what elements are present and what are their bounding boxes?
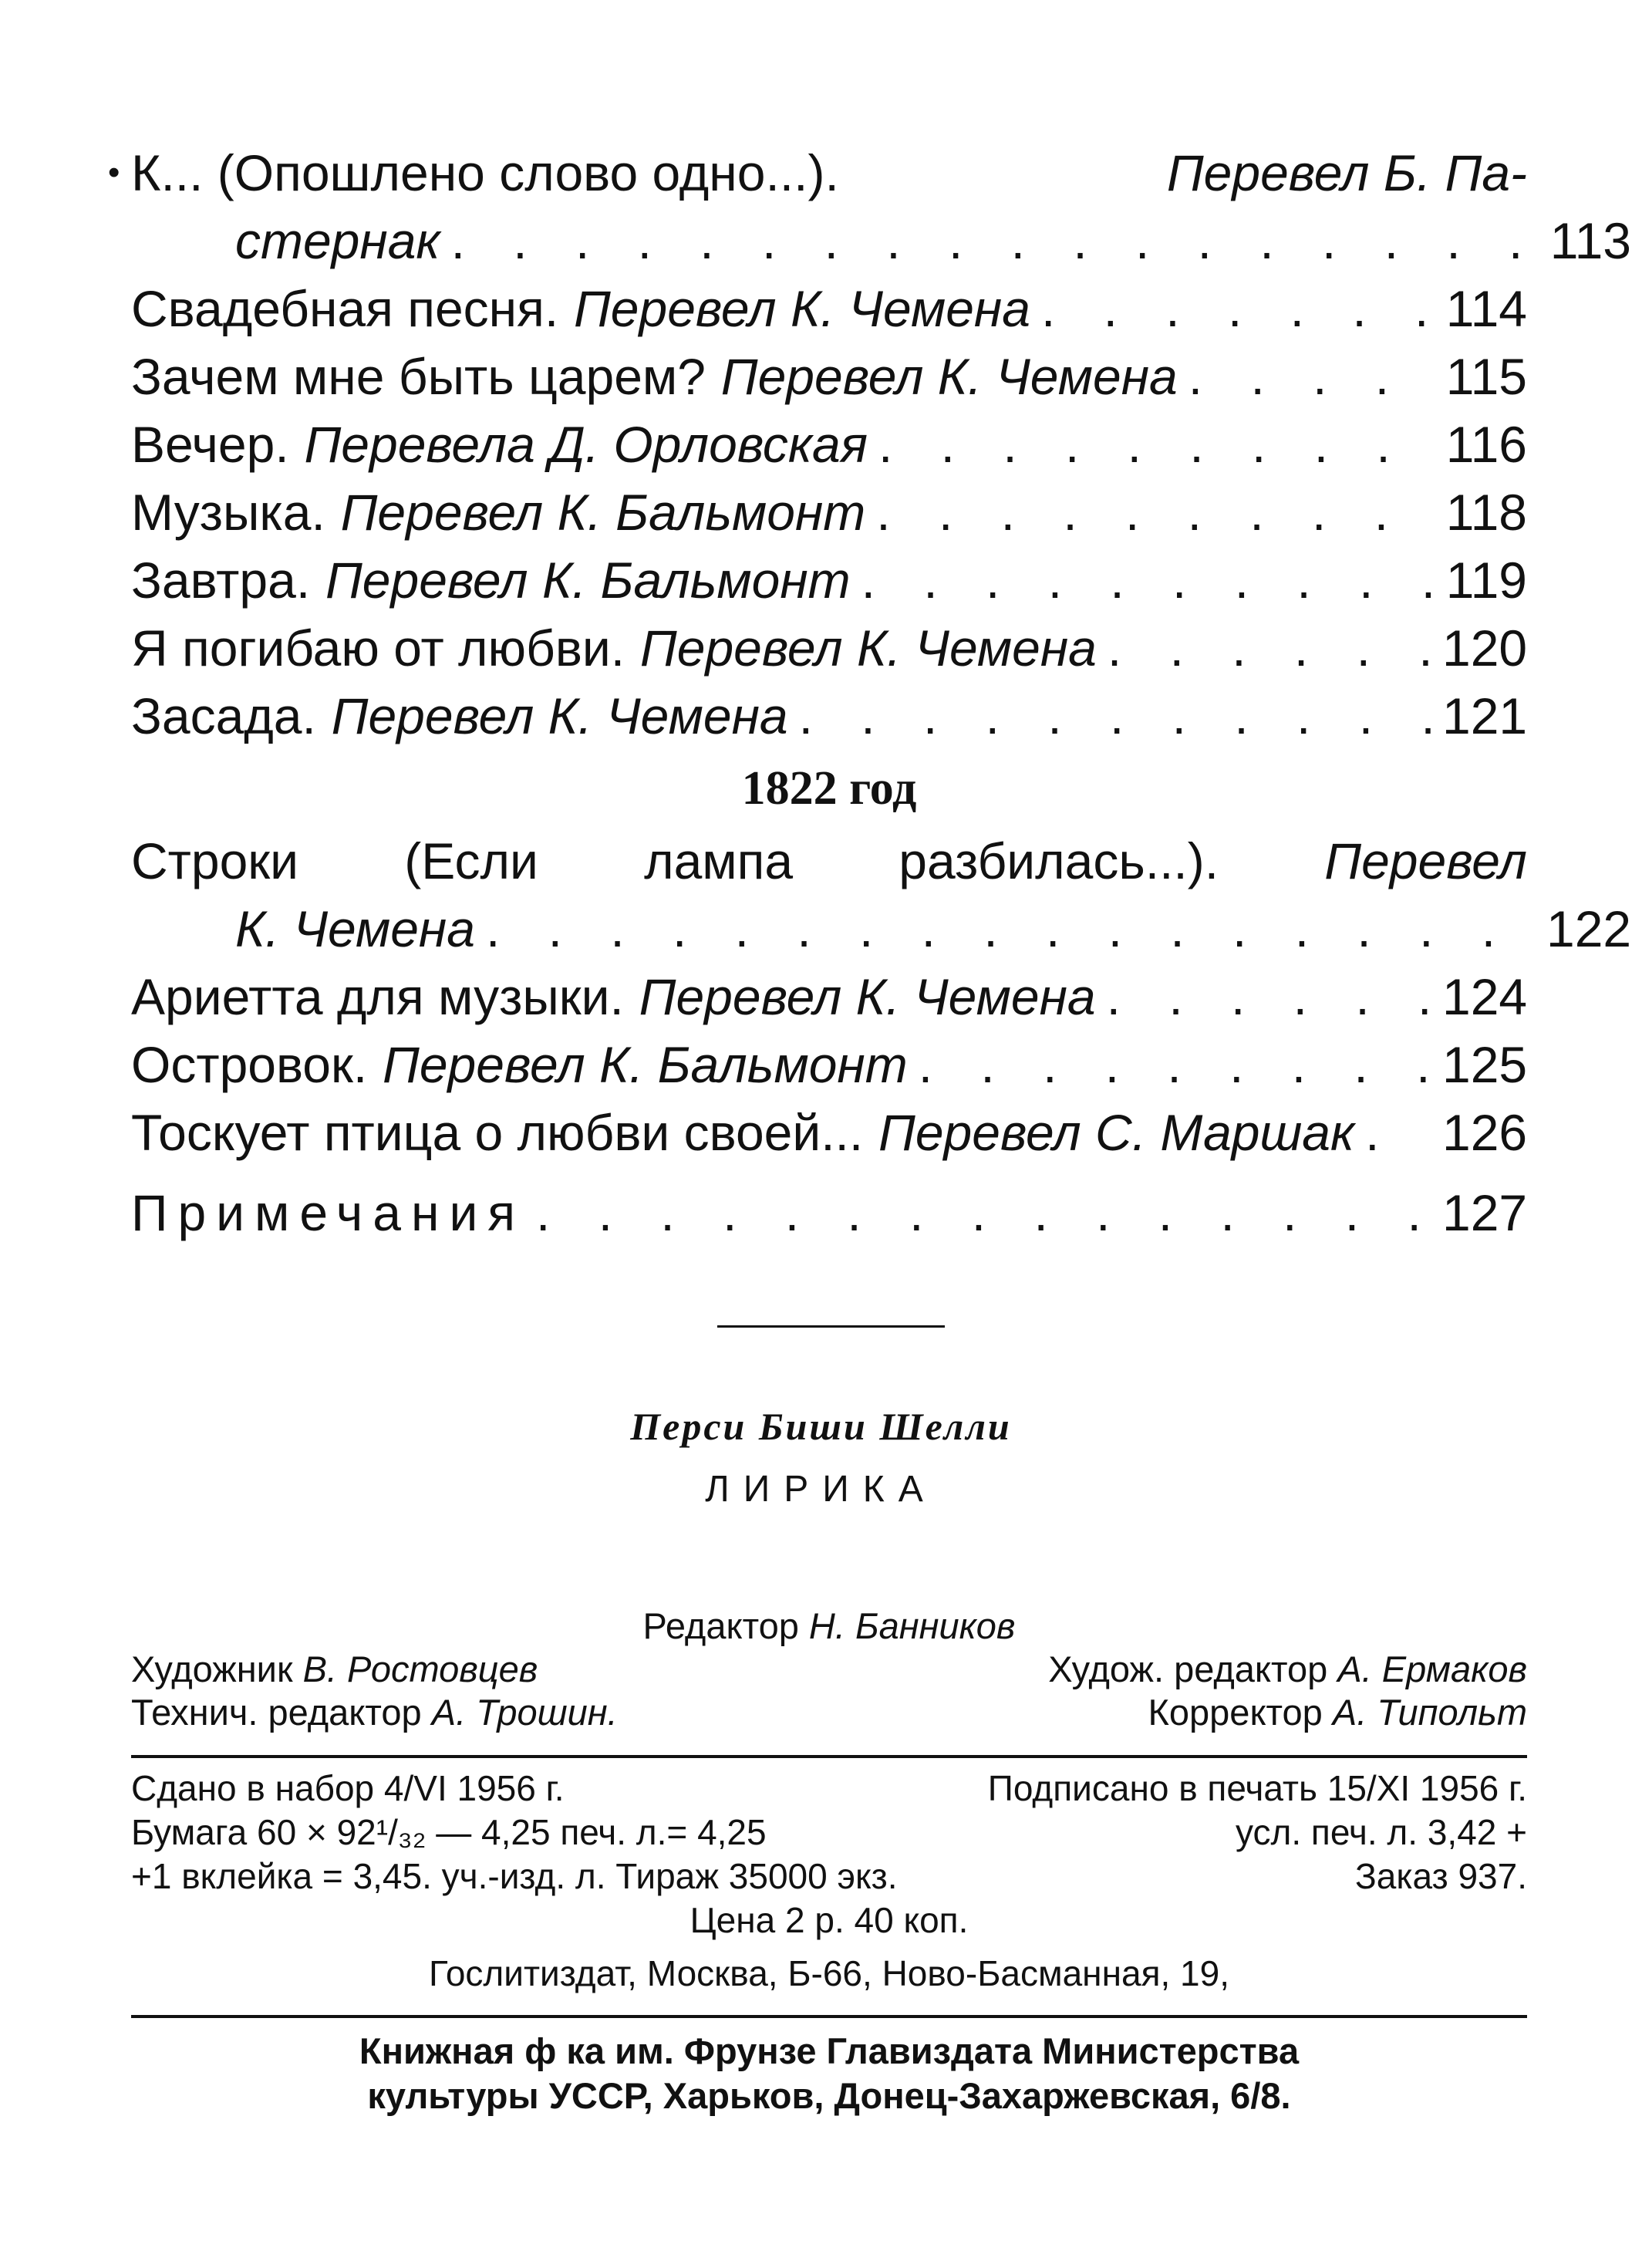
artist-label: Художник xyxy=(131,1649,293,1689)
toc-entry-translator: Перевел К. Чемена xyxy=(639,968,1096,1025)
toc-entry-page: 118 xyxy=(1445,484,1527,541)
toc-entry-title-word: лампа xyxy=(644,832,794,889)
toc-entry-title: Островок. xyxy=(131,1036,368,1093)
toc-entry-page: 120 xyxy=(1442,619,1528,677)
dot-leader xyxy=(799,682,1431,750)
toc-entry-title: Ариетта для музыки. xyxy=(131,968,624,1025)
toc-entry-title-word: (Если xyxy=(404,832,538,889)
editor-label: Редактор xyxy=(642,1605,799,1646)
toc-entry-translator: Перевел С. Маршак xyxy=(878,1104,1355,1161)
dot-leader xyxy=(919,1031,1431,1099)
book-author: Перси Биши Шелли xyxy=(630,1405,1012,1448)
print-row xyxy=(131,1898,1527,1942)
toc-entry xyxy=(108,139,1631,275)
toc-entry-page: 122 xyxy=(1546,900,1632,957)
print-text: Подписано в печать 15/XI 1956 г. xyxy=(987,1768,1527,1808)
tech-editor-name: А. Трошин. xyxy=(431,1692,618,1733)
toc-entry-title: Зачем мне быть царем? xyxy=(131,348,706,405)
toc-entry xyxy=(131,682,1527,750)
dot-leader xyxy=(876,478,1431,546)
credit-row xyxy=(131,1648,1527,1691)
toc-entry-translator-cont: стернак xyxy=(235,212,440,269)
dot-leader xyxy=(1041,275,1431,343)
dot-leader xyxy=(451,207,1536,275)
dot-leader xyxy=(536,1179,1431,1247)
toc-entry-title-word: разбилась...). xyxy=(899,832,1219,889)
credits xyxy=(131,1605,1527,1734)
toc-entry xyxy=(131,275,1527,343)
year-heading: 1822 год xyxy=(741,762,917,815)
toc-entry-page: 116 xyxy=(1445,416,1527,473)
toc-entry-title: К... (Опошлено слово одно...). xyxy=(131,144,839,201)
toc-entries xyxy=(131,963,1527,1166)
toc-entry-title: Засада. xyxy=(131,687,316,744)
bullet-mark: • xyxy=(108,154,120,191)
print-text: усл. печ. л. 3,42 + xyxy=(1236,1812,1527,1852)
toc-entry-translator: Перевел К. Чемена xyxy=(720,348,1178,405)
printer-line: культуры УССР, Харьков, Донец-Захаржевская, 6/8. xyxy=(367,2075,1291,2116)
toc-entry xyxy=(131,410,1527,478)
toc-entry-translator: Перевел К. Чемена xyxy=(639,619,1097,677)
toc-entry-page: 119 xyxy=(1445,552,1527,609)
toc-entry xyxy=(131,963,1527,1031)
toc-entry-page: 121 xyxy=(1442,687,1528,744)
toc-entry-title: Завтра. xyxy=(131,552,311,609)
dot-leader xyxy=(1365,1099,1431,1166)
toc-entry-translator: Перевел К. Бальмонт xyxy=(340,484,866,541)
book-title: ЛИРИКА xyxy=(705,1469,937,1510)
toc-entry xyxy=(131,614,1527,682)
dot-leader xyxy=(878,410,1431,478)
artist-name: В. Ростовцев xyxy=(302,1649,538,1689)
print-row xyxy=(131,1811,1527,1855)
toc-entry xyxy=(131,1031,1527,1099)
toc-entry-translator: Перевел К. Бальмонт xyxy=(383,1036,908,1093)
divider xyxy=(717,1325,945,1328)
toc-entry-translator: Перевел Б. Па- xyxy=(1166,144,1527,201)
toc-entry-notes xyxy=(131,1179,1527,1247)
editor-name: Н. Банников xyxy=(808,1605,1016,1646)
dot-leader xyxy=(861,546,1431,614)
printing-details xyxy=(131,1767,1527,1942)
toc-entry-title: Вечер. xyxy=(131,416,289,473)
toc-entry-title-word: Строки xyxy=(131,832,299,889)
print-text: Заказ 937. xyxy=(1355,1856,1527,1896)
toc-entry xyxy=(131,343,1527,410)
print-text: +1 вклейка = 3,45. уч.-изд. л. Тираж 35000 экз. xyxy=(131,1856,898,1896)
toc-entry-page: 124 xyxy=(1442,968,1528,1025)
dot-leader xyxy=(1189,343,1431,410)
toc-entry-title: Тоскует птица о любви своей... xyxy=(131,1104,864,1161)
dot-leader xyxy=(1108,614,1431,682)
divider xyxy=(131,1755,1527,1758)
price: Цена 2 р. 40 коп. xyxy=(690,1900,969,1940)
divider xyxy=(131,2015,1527,2018)
print-row xyxy=(131,1855,1527,1898)
toc-entry-page: 125 xyxy=(1442,1036,1528,1093)
toc-entry xyxy=(131,478,1527,546)
publisher-address: Гослитиздат, Москва, Б-66, Ново-Басманная, 19, xyxy=(429,1953,1229,1993)
credit-row xyxy=(131,1691,1527,1734)
toc-entry-page: 114 xyxy=(1445,280,1527,337)
toc-entries xyxy=(131,275,1527,750)
toc-entry xyxy=(131,1099,1527,1166)
toc-entry-page: 126 xyxy=(1442,1104,1528,1161)
toc-entry-translator: Перевел xyxy=(1324,832,1527,889)
printer-info xyxy=(131,2029,1527,2118)
dot-leader xyxy=(486,895,1536,963)
credit-row xyxy=(131,1605,1527,1648)
toc-entry-title: Я погибаю от любви. xyxy=(131,619,625,677)
print-row xyxy=(131,1767,1527,1811)
print-text: Бумага 60 × 92¹/₃₂ — 4,25 печ. л.= 4,25 xyxy=(131,1812,767,1852)
tech-editor-label: Технич. редактор xyxy=(131,1692,422,1733)
toc-entry-translator: Перевел К. Чемена xyxy=(331,687,788,744)
toc-entry xyxy=(131,546,1527,614)
toc-entry-title: Музыка. xyxy=(131,484,325,541)
toc-entry-page: 113 xyxy=(1549,212,1631,269)
toc-entry-page: 115 xyxy=(1445,348,1527,405)
art-editor-label: Худож. редактор xyxy=(1048,1649,1328,1689)
toc-entry-translator: Перевела Д. Орловская xyxy=(304,416,868,473)
toc-notes-page: 127 xyxy=(1442,1184,1528,1241)
printer-line: Книжная ф ка им. Фрунзе Главиздата Министерства xyxy=(359,2030,1300,2071)
print-text: Сдано в набор 4/VI 1956 г. xyxy=(131,1768,565,1808)
toc-entry xyxy=(131,827,1632,963)
proofreader-label: Корректор xyxy=(1148,1692,1323,1733)
toc-entry-translator-cont: К. Чемена xyxy=(235,900,475,957)
toc-entry-translator: Перевел К. Чемена xyxy=(573,280,1030,337)
art-editor-name: А. Ермаков xyxy=(1337,1649,1527,1689)
toc-entry-title: Свадебная песня. xyxy=(131,280,559,337)
toc-entry-translator: Перевел К. Бальмонт xyxy=(325,552,851,609)
toc-notes-title: Примечания xyxy=(131,1184,526,1241)
proofreader-name: А. Типольт xyxy=(1332,1692,1527,1733)
table-of-contents xyxy=(108,139,1632,1247)
dot-leader xyxy=(1107,963,1431,1031)
